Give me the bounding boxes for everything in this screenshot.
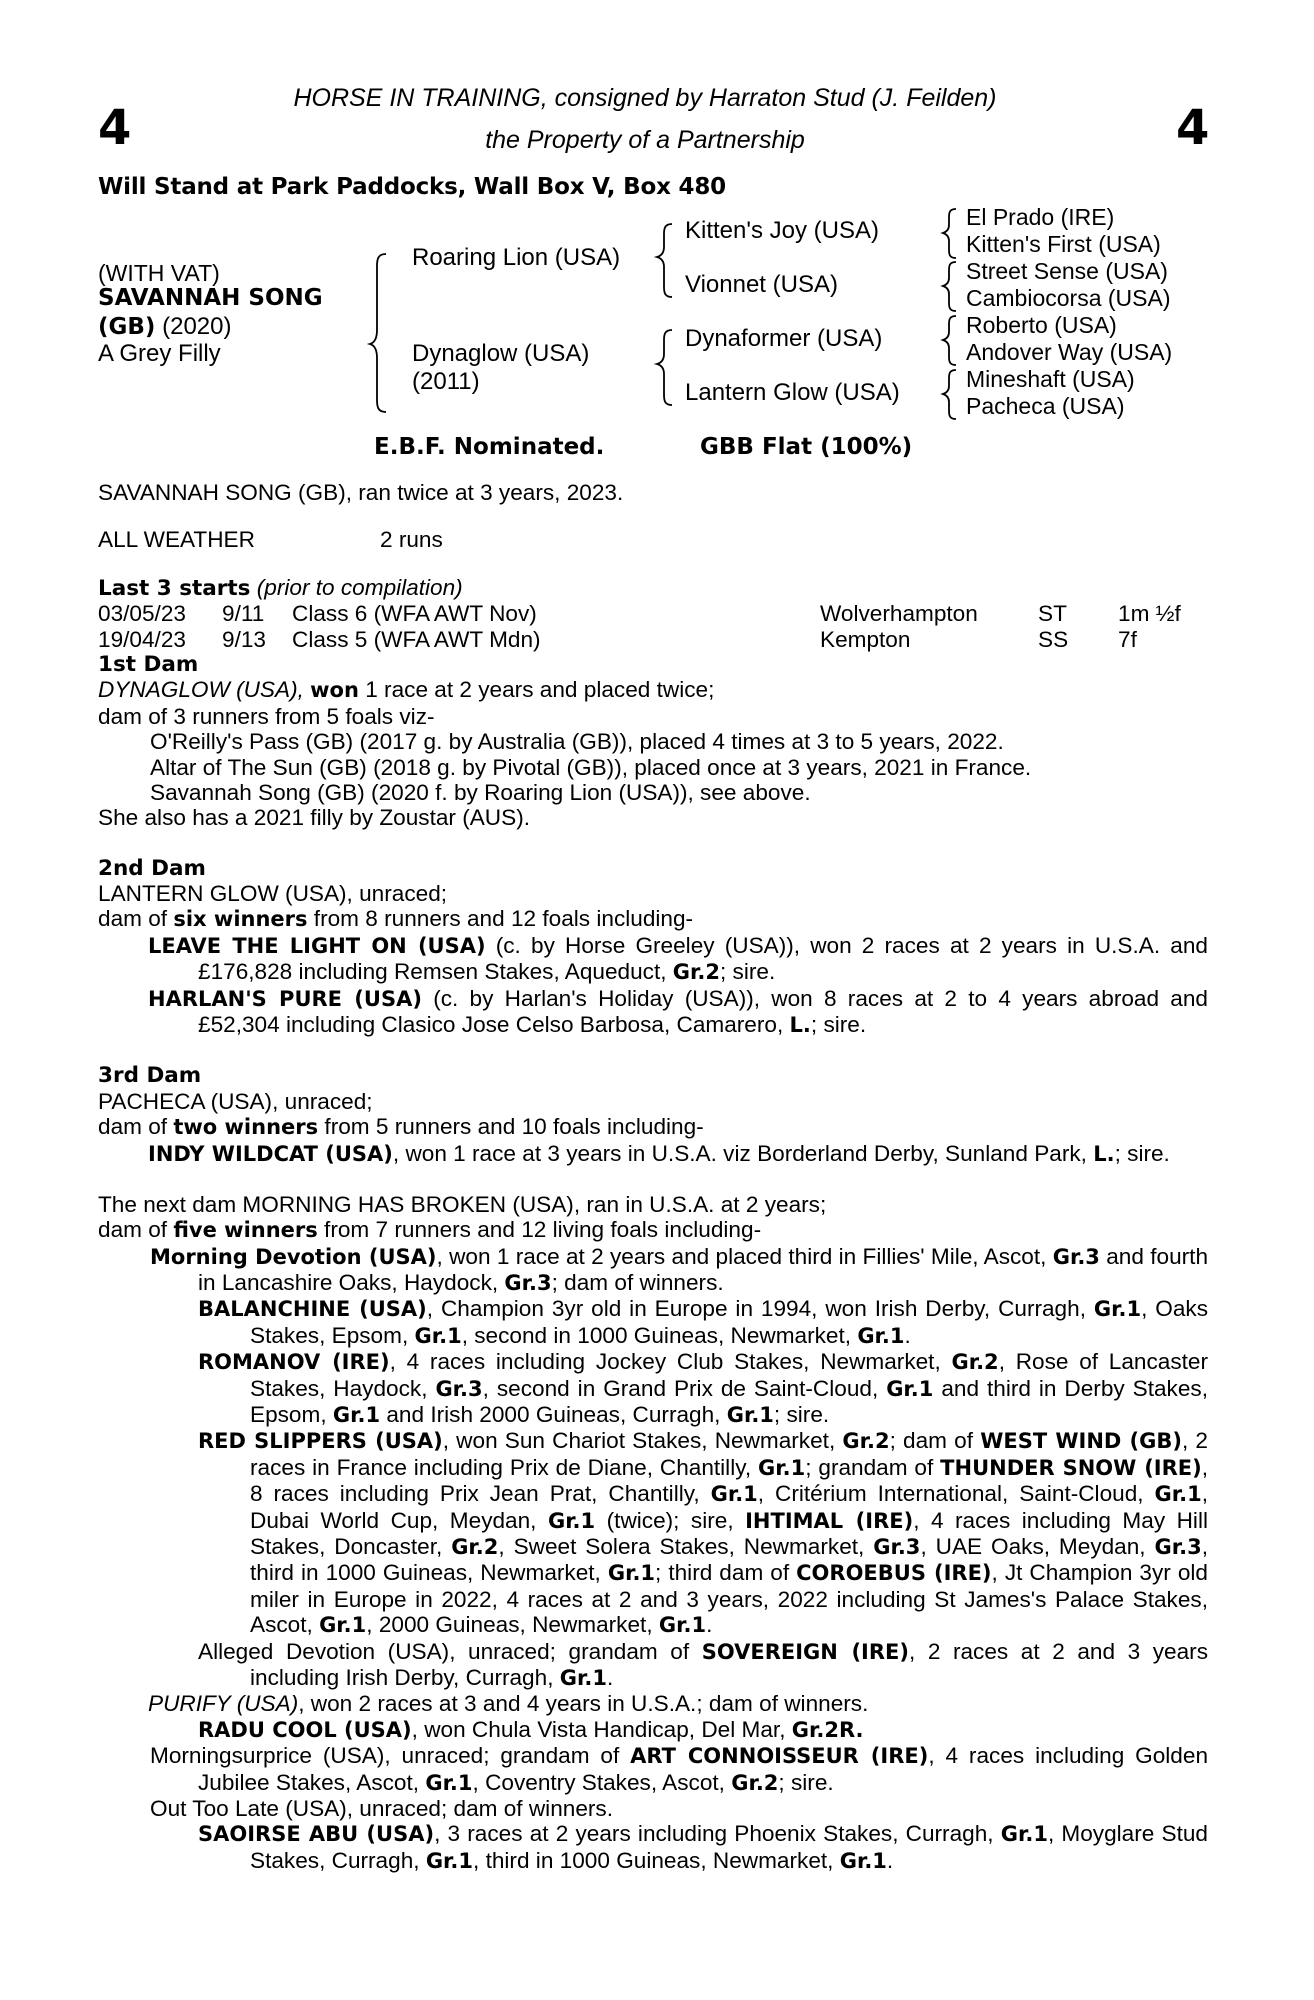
first-dam-produce-summary: dam of 3 runners from 5 foals viz- [98,703,435,729]
pedigree-dam-dam: Lantern Glow (USA) [685,379,900,406]
start-position: 9/13 [222,626,266,652]
pedigree-sire-dam: Vionnet (USA) [685,271,838,298]
list-item: Out Too Late (USA), unraced; dam of winners. [150,1796,613,1822]
lot-number-right: 4 [1176,100,1210,156]
pedigree-g8: Pacheca (USA) [966,393,1125,419]
last-starts-note: (prior to compilation) [256,574,463,600]
racing-record [98,480,1208,1874]
first-dam-also: She also has a 2021 filly by Zoustar (AUS). [98,805,530,831]
second-dam-record: LANTERN GLOW (USA), unraced; [98,881,448,907]
horse-name: SAVANNAH SONG [98,285,323,311]
pedigree-g2: Kitten's First (USA) [966,231,1161,257]
first-dam-name: DYNAGLOW (USA), [98,677,304,703]
pedigree-g1: El Prado (IRE) [966,204,1115,230]
vat-status: (WITH VAT) [98,260,220,286]
race-summary: SAVANNAH SONG (GB), ran twice at 3 years, 2023. [98,480,624,505]
first-dam-heading: 1st Dam [98,652,199,677]
first-dam-won: won [310,678,359,703]
start-course: Kempton [820,626,911,652]
pedigree-g3: Street Sense (USA) [966,258,1168,284]
list-item: Altar of The Sun (GB) (2018 g. by Pivotal (GB)), placed once at 3 years, 2021 in France. [150,754,1032,780]
list-item: HARLAN'S PURE (USA) (c. by Harlan's Holiday (USA)), won 8 races at 2 to 4 years abroad and £52,304 including Clasico Jose Celso Barbosa, Camarero, L.; sire. [148,985,1208,1038]
pedigree-dam-year: (2011) [412,368,480,395]
pedigree-g5: Roberto (USA) [966,312,1117,338]
pedigree-dam-sire: Dynaformer (USA) [685,325,883,352]
third-dam-record: PACHECA (USA), unraced; [98,1088,373,1114]
list-item: O'Reilly's Pass (GB) (2017 g. by Australia (GB)), placed 4 times at 3 to 5 years, 2022. [150,729,1004,755]
consignor-line: HORSE IN TRAINING, consigned by Harraton Stud (J. Feilden) [293,84,997,112]
list-item: Morning Devotion (USA), won 1 race at 2 years and placed third in Fillies' Mile, Ascot, Gr.3 and fourth in Lancashire Oaks, Haydock, Gr.3; dam of winners. [150,1243,1209,1295]
start-date: 19/04/23 [98,626,186,652]
table-row [98,627,1208,652]
last-starts-heading [98,575,1208,601]
property-line: the Property of a Partnership [485,126,805,154]
third-dam-produce: dam of two winners from 5 runners and 10 foals including- [98,1114,704,1140]
last-starts-title: Last 3 starts [98,575,251,601]
list-item: LEAVE THE LIGHT ON (USA) (c. by Horse Greeley (USA)), won 2 races at 2 years in U.S.A. and £176,828 including Remsen Stakes, Aqueduct, Gr.2; sire. [148,932,1208,985]
start-distance: 7f [1118,626,1137,652]
second-dam-heading: 2nd Dam [98,855,206,881]
start-race: Class 6 (WFA AWT Nov) [292,601,537,627]
list-item: SAOIRSE ABU (USA), 3 races at 2 years including Phoenix Stakes, Curragh, Gr.1, Moyglare Stud Stakes, Curragh, Gr.1, third in 1000 Guineas, Newmarket, Gr.1. [198,1821,1209,1873]
list-item: INDY WILDCAT (USA), won 1 race at 3 years in U.S.A. viz Borderland Derby, Sunland Park, L.; sire. [148,1140,1170,1166]
table-row [98,601,1208,626]
list-item: BALANCHINE (USA), Champion 3yr old in Europe in 1994, won Irish Derby, Curragh, Gr.1, Oaks Stakes, Epsom, Gr.1, second in 1000 Guineas, Newmarket, Gr.1. [198,1296,1208,1348]
start-position: 9/11 [222,601,265,627]
pedigree-g7: Mineshaft (USA) [966,366,1135,392]
pedigree-dam: Dynaglow (USA) [412,340,590,367]
start-date: 03/05/23 [98,601,186,627]
third-dam-heading: 3rd Dam [98,1063,202,1089]
pedigree-sire-sire: Kitten's Joy (USA) [685,217,879,244]
horse-description: A Grey Filly [98,340,221,367]
horse-country: (GB) [98,314,156,340]
start-distance: 1m ½f [1118,601,1181,627]
start-course: Wolverhampton [820,601,978,627]
pedigree-g4: Cambiocorsa (USA) [966,285,1171,311]
start-race: Class 5 (WFA AWT Mdn) [292,626,541,652]
all-weather-label: ALL WEATHER [98,527,255,553]
horse-country-year [98,315,231,339]
list-item: RED SLIPPERS (USA), won Sun Chariot Stakes, Newmarket, Gr.2; dam of WEST WIND (GB), 2 races in France including Prix de Diane, Chantilly, Gr.1; grandam of THUNDER SNOW (IRE), 8 races including Prix Jean Prat, Chantilly, Gr.1, Critérium International, Saint-Cloud, Gr.1, Dubai World Cup, Meydan, Gr.1 (twice); sire, IHTIMAL (IRE), 4 races including May Hill Stakes, Doncaster, Gr.2, Sweet Solera Stakes, Newmarket, Gr.3, UAE Oaks, Meydan, Gr.3, third in 1000 Guineas, Newmarket, Gr.1; third dam of COROEBUS (IRE), Jt Champion 3yr old miler in Europe in 2022, 4 races at 2 and 3 years, 2022 including St James's Palace Stakes, Ascot, Gr.1, 2000 Guineas, Newmarket, Gr.1. [198,1428,1209,1638]
ebf-nominated: E.B.F. Nominated. [374,434,605,460]
start-going: SS [1038,626,1069,652]
next-dam-produce: dam of five winners from 7 runners and 12 living foals including- [98,1217,762,1243]
gbb-flat: GBB Flat (100%) [700,434,913,460]
second-dam-produce: dam of six winners from 8 runners and 12 foals including- [98,906,694,932]
list-item: RADU COOL (USA), won Chula Vista Handicap, Del Mar, Gr.2R. [198,1716,864,1742]
pedigree-g6: Andover Way (USA) [966,339,1173,365]
list-item: PURIFY (USA), won 2 races at 3 and 4 years in U.S.A.; dam of winners. [148,1691,869,1717]
first-dam-record: DYNAGLOW (USA), won 1 race at 2 years and placed twice; [98,677,715,703]
all-weather-record [98,527,1208,552]
list-item: Morningsurprice (USA), unraced; grandam of ART CONNOISSEUR (IRE), 4 races including Golden Jubilee Stakes, Ascot, Gr.1, Coventry Stakes, Ascot, Gr.2; sire. [150,1743,1209,1795]
next-dam-record: The next dam MORNING HAS BROKEN (USA), ran in U.S.A. at 2 years; [98,1191,827,1217]
lot-number-left: 4 [98,100,132,156]
all-weather-runs: 2 runs [380,527,443,553]
list-item: Alleged Devotion (USA), unraced; grandam of SOVEREIGN (IRE), 2 races at 2 and 3 years including Irish Derby, Curragh, Gr.1. [198,1638,1208,1691]
start-going: ST [1038,601,1067,627]
list-item: ROMANOV (IRE), 4 races including Jockey Club Stakes, Newmarket, Gr.2, Rose of Lancaster Stakes, Haydock, Gr.3, second in Grand Prix de Saint-Cloud, Gr.1 and third in Derby Stakes, Epsom, Gr.1 and Irish 2000 Guineas, Curragh, Gr.1; sire. [198,1349,1209,1427]
list-item: Savannah Song (GB) (2020 f. by Roaring Lion (USA)), see above. [150,780,811,806]
horse-year: (2020) [162,313,232,340]
stabling-location: Will Stand at Park Paddocks, Wall Box V, Box 480 [98,174,726,200]
pedigree-sire: Roaring Lion (USA) [412,244,621,271]
